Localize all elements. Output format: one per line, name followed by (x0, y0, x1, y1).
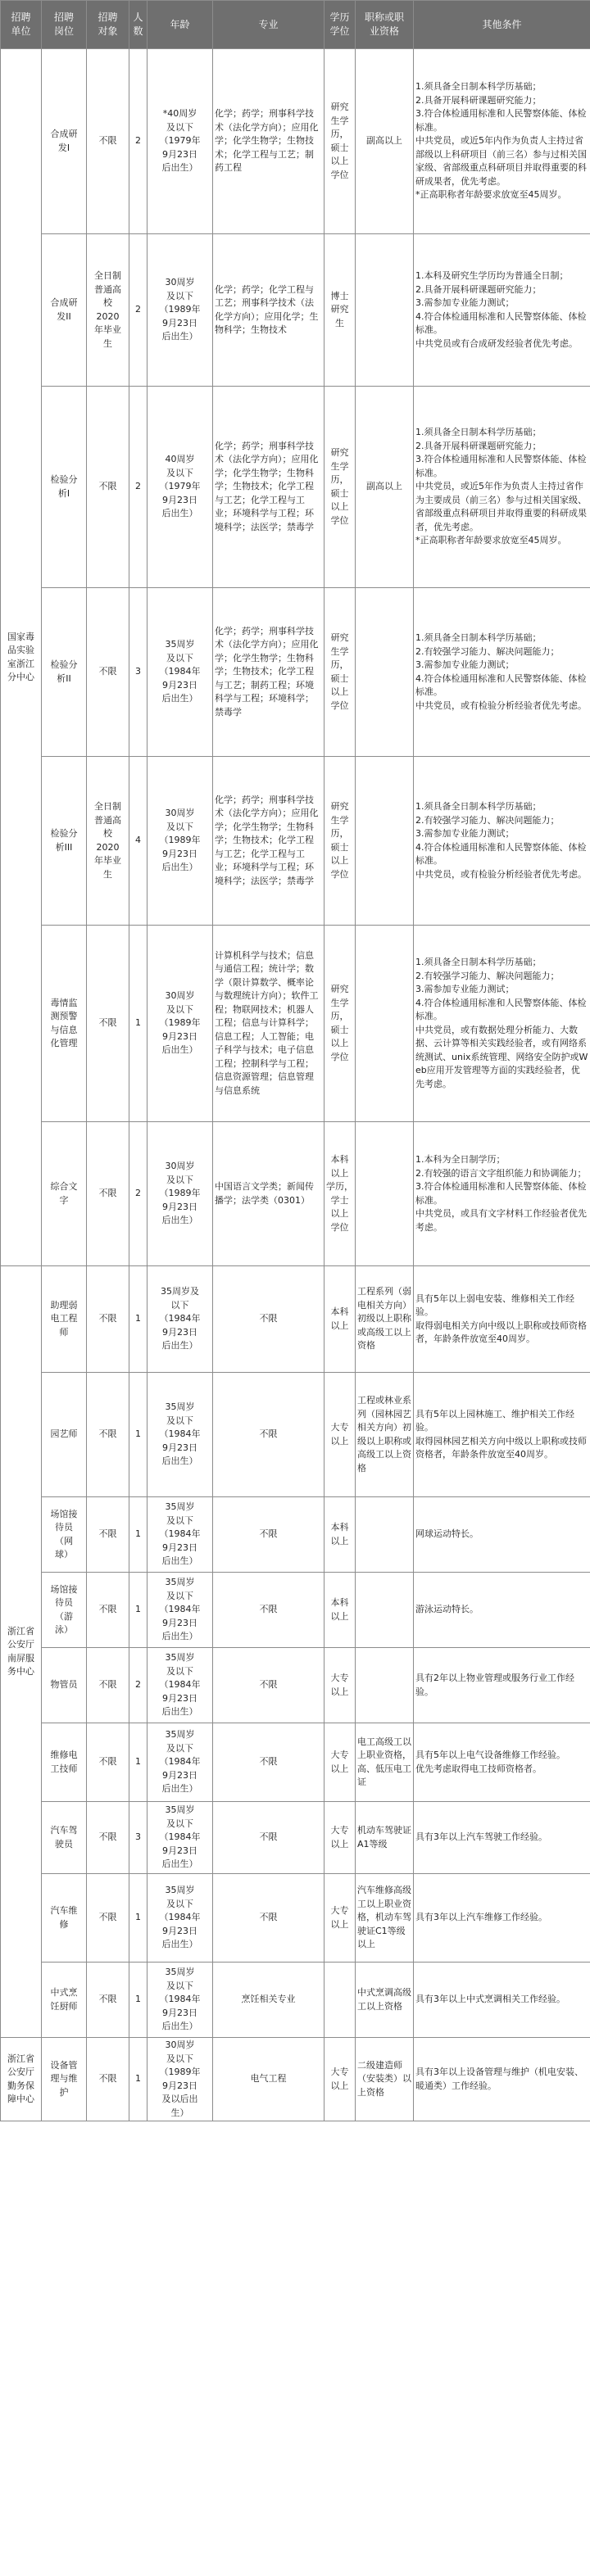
count-cell: 1 (129, 1497, 148, 1573)
table-row (1, 234, 590, 387)
age-cell: 35周岁 及以下 （1984年 9月23日 后出生） (148, 1802, 213, 1874)
position-cell: 合成研 发I (42, 49, 87, 234)
age-cell: 30周岁 及以下 （1989年 9月23日 及以后出 生） (148, 2038, 213, 2121)
age-cell: 35周岁 及以下 （1984年 9月23日 后出生） (148, 588, 213, 757)
other-cell: 具有3年以上中式烹调相关工作经验。 (414, 1963, 590, 2038)
title-cell: 工程或林业系列（园林园艺相关方向）初级以上职称或高级工以上资格 (356, 1373, 414, 1497)
table-row (1, 1122, 590, 1266)
table-row (1, 1963, 590, 2038)
position-cell: 合成研 发II (42, 234, 87, 387)
major-cell: 不限 (213, 1802, 324, 1874)
target-cell: 不限 (87, 1497, 129, 1573)
major-cell: 不限 (213, 1723, 324, 1802)
age-cell: 35周岁及 以下 （1984年 9月23日 后出生） (148, 1266, 213, 1373)
age-cell: 35周岁 及以下 （1984年 9月23日 后出生） (148, 1648, 213, 1723)
table-row (1, 926, 590, 1122)
count-cell: 1 (129, 2038, 148, 2121)
count-cell: 2 (129, 49, 148, 234)
education-cell: 博士 研究 生 (324, 234, 356, 387)
target-cell: 不限 (87, 1648, 129, 1723)
age-cell: 35周岁 及以下 （1984年 9月23日 后出生） (148, 1373, 213, 1497)
table-row (1, 1648, 590, 1723)
table-row (1, 2038, 590, 2121)
position-cell: 园艺师 (42, 1373, 87, 1497)
age-cell: 35周岁 及以下 （1984年 9月23日 后出生） (148, 1573, 213, 1648)
major-cell: 化学；药学；刑事科学技术（法化学方向）；应用化学；化学生物学；生物科学；生物技术；化学工程与工艺；化学工程与工业；环境科学与工程；环境科学；法医学；禁毒学 (213, 387, 324, 588)
age-cell: 30周岁 及以下 （1989年 9月23日 后出生） (148, 926, 213, 1122)
header-position: 招聘 岗位 (42, 1, 87, 49)
title-cell (356, 926, 414, 1122)
major-cell: 不限 (213, 1373, 324, 1497)
position-cell: 场馆接 待员 （网 球） (42, 1497, 87, 1573)
age-cell: 35周岁 及以下 （1984年 9月23日 后出生） (148, 1497, 213, 1573)
education-cell: 研究 生学 历， 硕士 以上 学位 (324, 926, 356, 1122)
education-cell: 本科 以上 (324, 1497, 356, 1573)
target-cell: 不限 (87, 387, 129, 588)
education-cell: 本科 以上 学历， 学士 以上 学位 (324, 1122, 356, 1266)
target-cell: 不限 (87, 1573, 129, 1648)
age-cell: 35周岁 及以下 （1984年 9月23日 后出生） (148, 1723, 213, 1802)
title-cell: 电工高级工以上职业资格，高、低压电工证 (356, 1723, 414, 1802)
header-other: 其他条件 (414, 1, 590, 49)
count-cell: 2 (129, 1648, 148, 1723)
other-cell: 具有3年以上设备管理与维护（机电安装、暖通类）工作经验。 (414, 2038, 590, 2121)
title-cell (356, 1122, 414, 1266)
table-row (1, 1373, 590, 1497)
position-cell: 场馆接 待员 （游 泳） (42, 1573, 87, 1648)
major-cell: 中国语言文学类；新闻传播学；法学类（0301） (213, 1122, 324, 1266)
education-cell: 本科 以上 (324, 1266, 356, 1373)
table-row (1, 1573, 590, 1648)
other-cell: 游泳运动特长。 (414, 1573, 590, 1648)
header-unit: 招聘 单位 (1, 1, 42, 49)
title-cell: 副高以上 (356, 49, 414, 234)
count-cell: 1 (129, 1573, 148, 1648)
major-cell: 不限 (213, 1573, 324, 1648)
count-cell: 3 (129, 1802, 148, 1874)
major-cell: 化学；药学；刑事科学技术（法化学方向）；应用化学；化学生物学；生物科学；生物技术；化学工程与工艺；制药工程；环境科学与工程；环境科学；禁毒学 (213, 588, 324, 757)
header-title: 职称或职 业资格 (356, 1, 414, 49)
target-cell: 不限 (87, 1874, 129, 1963)
age-cell: *40周岁 及以下 （1979年 9月23日 后出生） (148, 49, 213, 234)
position-cell: 汽车维 修 (42, 1874, 87, 1963)
position-cell: 检验分 析II (42, 588, 87, 757)
unit-cell: 浙江省 公安厅 南屏服 务中心 (1, 1266, 42, 2038)
title-cell (356, 1648, 414, 1723)
other-cell: 网球运动特长。 (414, 1497, 590, 1573)
age-cell: 35周岁 及以下 （1984年 9月23日 后出生） (148, 1963, 213, 2038)
table-row (1, 1723, 590, 1802)
header-education: 学历 学位 (324, 1, 356, 49)
position-cell: 检验分 析I (42, 387, 87, 588)
other-cell: 具有3年以上汽车驾驶工作经验。 (414, 1802, 590, 1874)
title-cell: 副高以上 (356, 387, 414, 588)
table-row (1, 1802, 590, 1874)
count-cell: 1 (129, 1373, 148, 1497)
major-cell: 烹饪相关专业 (213, 1963, 324, 2038)
title-cell: 机动车驾驶证A1等级 (356, 1802, 414, 1874)
position-cell: 检验分 析III (42, 757, 87, 926)
count-cell: 2 (129, 234, 148, 387)
target-cell: 不限 (87, 1802, 129, 1874)
education-cell: 大专 以上 (324, 1373, 356, 1497)
count-cell: 2 (129, 387, 148, 588)
other-cell: 1.须具备全日制本科学历基础； 2.具备开展科研课题研究能力； 3.符合体检通用标准和人民警察体能、体检标准。 中共党员，或近5年内作为负责人主持过省部级以上科研项目（前三名）参与过相关国家级、省部级重点科研项目并取得重要的科研成果者，优先考虑。 *正高职称者年龄要求放宽至45周岁。 (414, 49, 590, 234)
header-count: 人 数 (129, 1, 148, 49)
table-row (1, 1266, 590, 1373)
target-cell: 不限 (87, 1373, 129, 1497)
title-cell (356, 588, 414, 757)
count-cell: 1 (129, 1723, 148, 1802)
count-cell: 1 (129, 926, 148, 1122)
target-cell: 不限 (87, 2038, 129, 2121)
table-row (1, 1497, 590, 1573)
target-cell: 不限 (87, 1723, 129, 1802)
header-major: 专业 (213, 1, 324, 49)
count-cell: 1 (129, 1874, 148, 1963)
education-cell: 本科 以上 (324, 1573, 356, 1648)
other-cell: 具有2年以上物业管理或服务行业工作经验。 (414, 1648, 590, 1723)
education-cell: 研究 生学 历， 硕士 以上 学位 (324, 588, 356, 757)
title-cell: 汽车维修高级工以上职业资格，机动车驾驶证C1等级以上 (356, 1874, 414, 1963)
position-cell: 汽车驾 驶员 (42, 1802, 87, 1874)
education-cell: 大专 以上 (324, 1874, 356, 1963)
header-target: 招聘 对象 (87, 1, 129, 49)
count-cell: 1 (129, 1266, 148, 1373)
education-cell: 大专 以上 (324, 1723, 356, 1802)
education-cell (324, 1963, 356, 2038)
unit-cell: 国家毒 品实验 室浙江 分中心 (1, 49, 42, 1266)
other-cell: 1.须具备全日制本科学历基础； 2.有较强学习能力、解决问题能力； 3.需参加专业能力测试； 4.符合体检通用标准和人民警察体能、体检标准。 中共党员，或有检验分析经验者优先考虑。 (414, 757, 590, 926)
position-cell: 助理弱 电工程 师 (42, 1266, 87, 1373)
title-cell (356, 757, 414, 926)
major-cell: 计算机科学与技术；信息与通信工程；统计学；数学（限计算数学、概率论与数理统计方向）；软件工程；物联网技术；机器人工程；信息与计算科学；信息工程；人工智能；电子科学与技术；电子信息工程；控制科学与工程；信息资源管理；信息管理与信息系统 (213, 926, 324, 1122)
title-cell (356, 1573, 414, 1648)
major-cell: 化学；药学；刑事科学技术（法化学方向）；应用化学；化学生物学；生物科学；生物技术；化学工程与工艺；化学工程与工业；环境科学与工程；环境科学；法医学；禁毒学 (213, 757, 324, 926)
education-cell: 大专 以上 (324, 1802, 356, 1874)
education-cell: 研究 生学 历， 硕士 以上 学位 (324, 387, 356, 588)
count-cell: 2 (129, 1122, 148, 1266)
education-cell: 大专 以上 (324, 2038, 356, 2121)
other-cell: 具有5年以上弱电安装、维修相关工作经验。 取得弱电相关方向中级以上职称或技师资格者，年龄条件放宽至40周岁。 (414, 1266, 590, 1373)
education-cell: 大专 以上 (324, 1648, 356, 1723)
other-cell: 具有5年以上园林施工、维护相关工作经验。 取得园林园艺相关方向中级以上职称或技师资格者，年龄条件放宽至40周岁。 (414, 1373, 590, 1497)
position-cell: 物管员 (42, 1648, 87, 1723)
other-cell: 1.须具备全日制本科学历基础； 2.具备开展科研课题研究能力； 3.符合体检通用标准和人民警察体能、体检标准。 中共党员，或近5年作为负责人主持过省作为主要成员（前三名）参与过相关国家级、省部级重点科研项目并取得重要的科研成果者，优先考虑。 *正高职称者年龄要求放宽至45周岁。 (414, 387, 590, 588)
table-row (1, 49, 590, 234)
age-cell: 40周岁 及以下 （1979年 9月23日 后出生） (148, 387, 213, 588)
target-cell: 不限 (87, 1266, 129, 1373)
table-row (1, 588, 590, 757)
title-cell: 工程系列（弱电相关方向）初级以上职称或高级工以上资格 (356, 1266, 414, 1373)
table-row (1, 1874, 590, 1963)
other-cell: 1.须具备全日制本科学历基础； 2.有较强学习能力、解决问题能力； 3.需参加专业能力测试； 4.符合体检通用标准和人民警察体能、体检标准。 中共党员，或有检验分析经验者优先考虑。 (414, 588, 590, 757)
target-cell: 不限 (87, 1122, 129, 1266)
title-cell: 中式烹调高级工以上资格 (356, 1963, 414, 2038)
age-cell: 30周岁 及以下 （1989年 9月23日 后出生） (148, 757, 213, 926)
age-cell: 30周岁 及以下 （1989年 9月23日 后出生） (148, 234, 213, 387)
age-cell: 30周岁 及以下 （1989年 9月23日 后出生） (148, 1122, 213, 1266)
count-cell: 1 (129, 1963, 148, 2038)
count-cell: 3 (129, 588, 148, 757)
position-cell: 中式烹 饪厨师 (42, 1963, 87, 2038)
major-cell: 不限 (213, 1266, 324, 1373)
education-cell: 研究 生学 历， 硕士 以上 学位 (324, 49, 356, 234)
target-cell: 不限 (87, 1963, 129, 2038)
other-cell: 具有3年以上汽车维修工作经验。 (414, 1874, 590, 1963)
other-cell: 1.须具备全日制本科学历基础； 2.有较强学习能力、解决问题能力； 3.需参加专业能力测试； 4.符合体检通用标准和人民警察体能、体检标准。 中共党员，或有数据处理分析能力、大数据、云计算等相关实践经验者，或有网络系统测试、unix系统管理、网络安全防护或Web应用开发管理等方面的实践经验者，优先考虑。 (414, 926, 590, 1122)
table-row (1, 387, 590, 588)
age-cell: 35周岁 及以下 （1984年 9月23日 后出生） (148, 1874, 213, 1963)
title-cell (356, 1497, 414, 1573)
other-cell: 具有5年以上电气设备维修工作经验。 优先考虑取得电工技师资格者。 (414, 1723, 590, 1802)
unit-cell: 浙江省 公安厅 勤务保 障中心 (1, 2038, 42, 2121)
major-cell: 不限 (213, 1648, 324, 1723)
major-cell: 化学；药学；刑事科学技术（法化学方向）；应用化学；化学生物学；生物技术；化学工程与工艺；制药工程 (213, 49, 324, 234)
target-cell: 不限 (87, 49, 129, 234)
target-cell: 全日制 普通高 校 2020 年毕业 生 (87, 234, 129, 387)
major-cell: 化学；药学；化学工程与工艺；刑事科学技术（法化学方向）；应用化学；生物科学；生物技术 (213, 234, 324, 387)
table-header-row (1, 1, 590, 49)
position-cell: 维修电 工技师 (42, 1723, 87, 1802)
target-cell: 不限 (87, 926, 129, 1122)
position-cell: 综合文 字 (42, 1122, 87, 1266)
target-cell: 不限 (87, 588, 129, 757)
other-cell: 1.本科为全日制学历； 2.有较强的语言文字组织能力和协调能力； 3.符合体检通用标准和人民警察体能、体检标准。 中共党员，或具有文字材料工作经验者优先考虑。 (414, 1122, 590, 1266)
title-cell (356, 234, 414, 387)
title-cell: 二级建造师（安装类）以上资格 (356, 2038, 414, 2121)
other-cell: 1.本科及研究生学历均为普通全日制； 2.具备开展科研课题研究能力； 3.需参加专业能力测试； 4.符合体检通用标准和人民警察体能、体检标准。 中共党员或有合成研发经验者优先考虑。 (414, 234, 590, 387)
education-cell: 研究 生学 历， 硕士 以上 学位 (324, 757, 356, 926)
target-cell: 全日制 普通高 校 2020 年毕业 生 (87, 757, 129, 926)
position-cell: 毒情监 测预警 与信息 化管理 (42, 926, 87, 1122)
major-cell: 不限 (213, 1497, 324, 1573)
major-cell: 不限 (213, 1874, 324, 1963)
position-cell: 设备管 理与维 护 (42, 2038, 87, 2121)
header-age: 年龄 (148, 1, 213, 49)
table-row (1, 757, 590, 926)
count-cell: 4 (129, 757, 148, 926)
major-cell: 电气工程 (213, 2038, 324, 2121)
